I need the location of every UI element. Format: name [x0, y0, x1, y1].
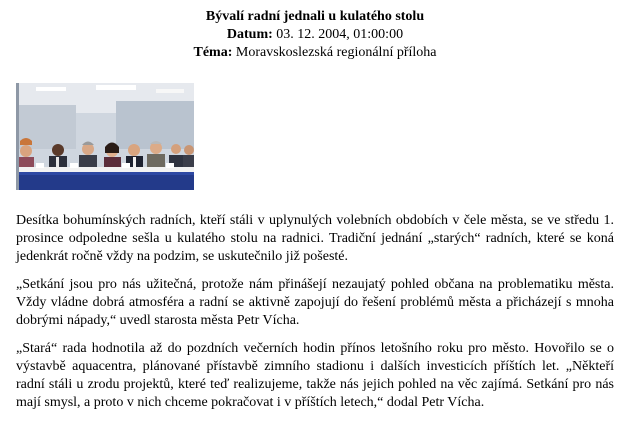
- article-paragraph-1: Desítka bohumínských radních, kteří stáli v uplynulých volebních obdobích v čele města, se ve středu 1. prosince odpoledne sešla u kulatého stolu na radnici. Tradiční jednání „starých“ radních, které se koná jedenkrát ročně vždy na podzim, se uskutečnilo již pošesté.: [16, 213, 614, 264]
- date-value: 03. 12. 2004, 01:00:00: [276, 27, 404, 42]
- article-paragraph-3: „Stará“ rada hodnotila až do pozdních večerních hodin přínos letošního roku pro město. Hovořilo se o výstavbě aquacentra, plánované přístavbě zimního stadionu i dalších investicích příštích let. „Někteří radní stáli u zrodu projektů, které teď realizujeme, takže nás jejich pohled na věc zajímá. Setkání pro nás mají smysl, a proto v nich chceme pokračovat i v příštích letech,“ dodal Petr Vícha.: [16, 341, 614, 410]
- topic-value: Moravskoslezská regionální příloha: [235, 45, 437, 60]
- article-title: Bývalí radní jednali u kulatého stolu: [205, 9, 425, 24]
- date-label: Datum:: [226, 27, 273, 42]
- topic-label: Téma:: [193, 45, 233, 60]
- article-header: [0, 8, 630, 62]
- topic-row: [0, 44, 630, 62]
- article-body: [16, 212, 614, 412]
- article-paragraph-2: „Setkání jsou pro nás užitečná, protože nám přinášejí nezaujatý pohled občana na problematiku města. Vždy vládne dobrá atmosféra a radní se aktivně zapojují do řešení problémů města a přicházejí s mnoha dobrými nápady,“ uvedl starosta města Petr Vícha.: [16, 277, 614, 328]
- date-row: [0, 26, 630, 44]
- conference-photo: [16, 83, 194, 190]
